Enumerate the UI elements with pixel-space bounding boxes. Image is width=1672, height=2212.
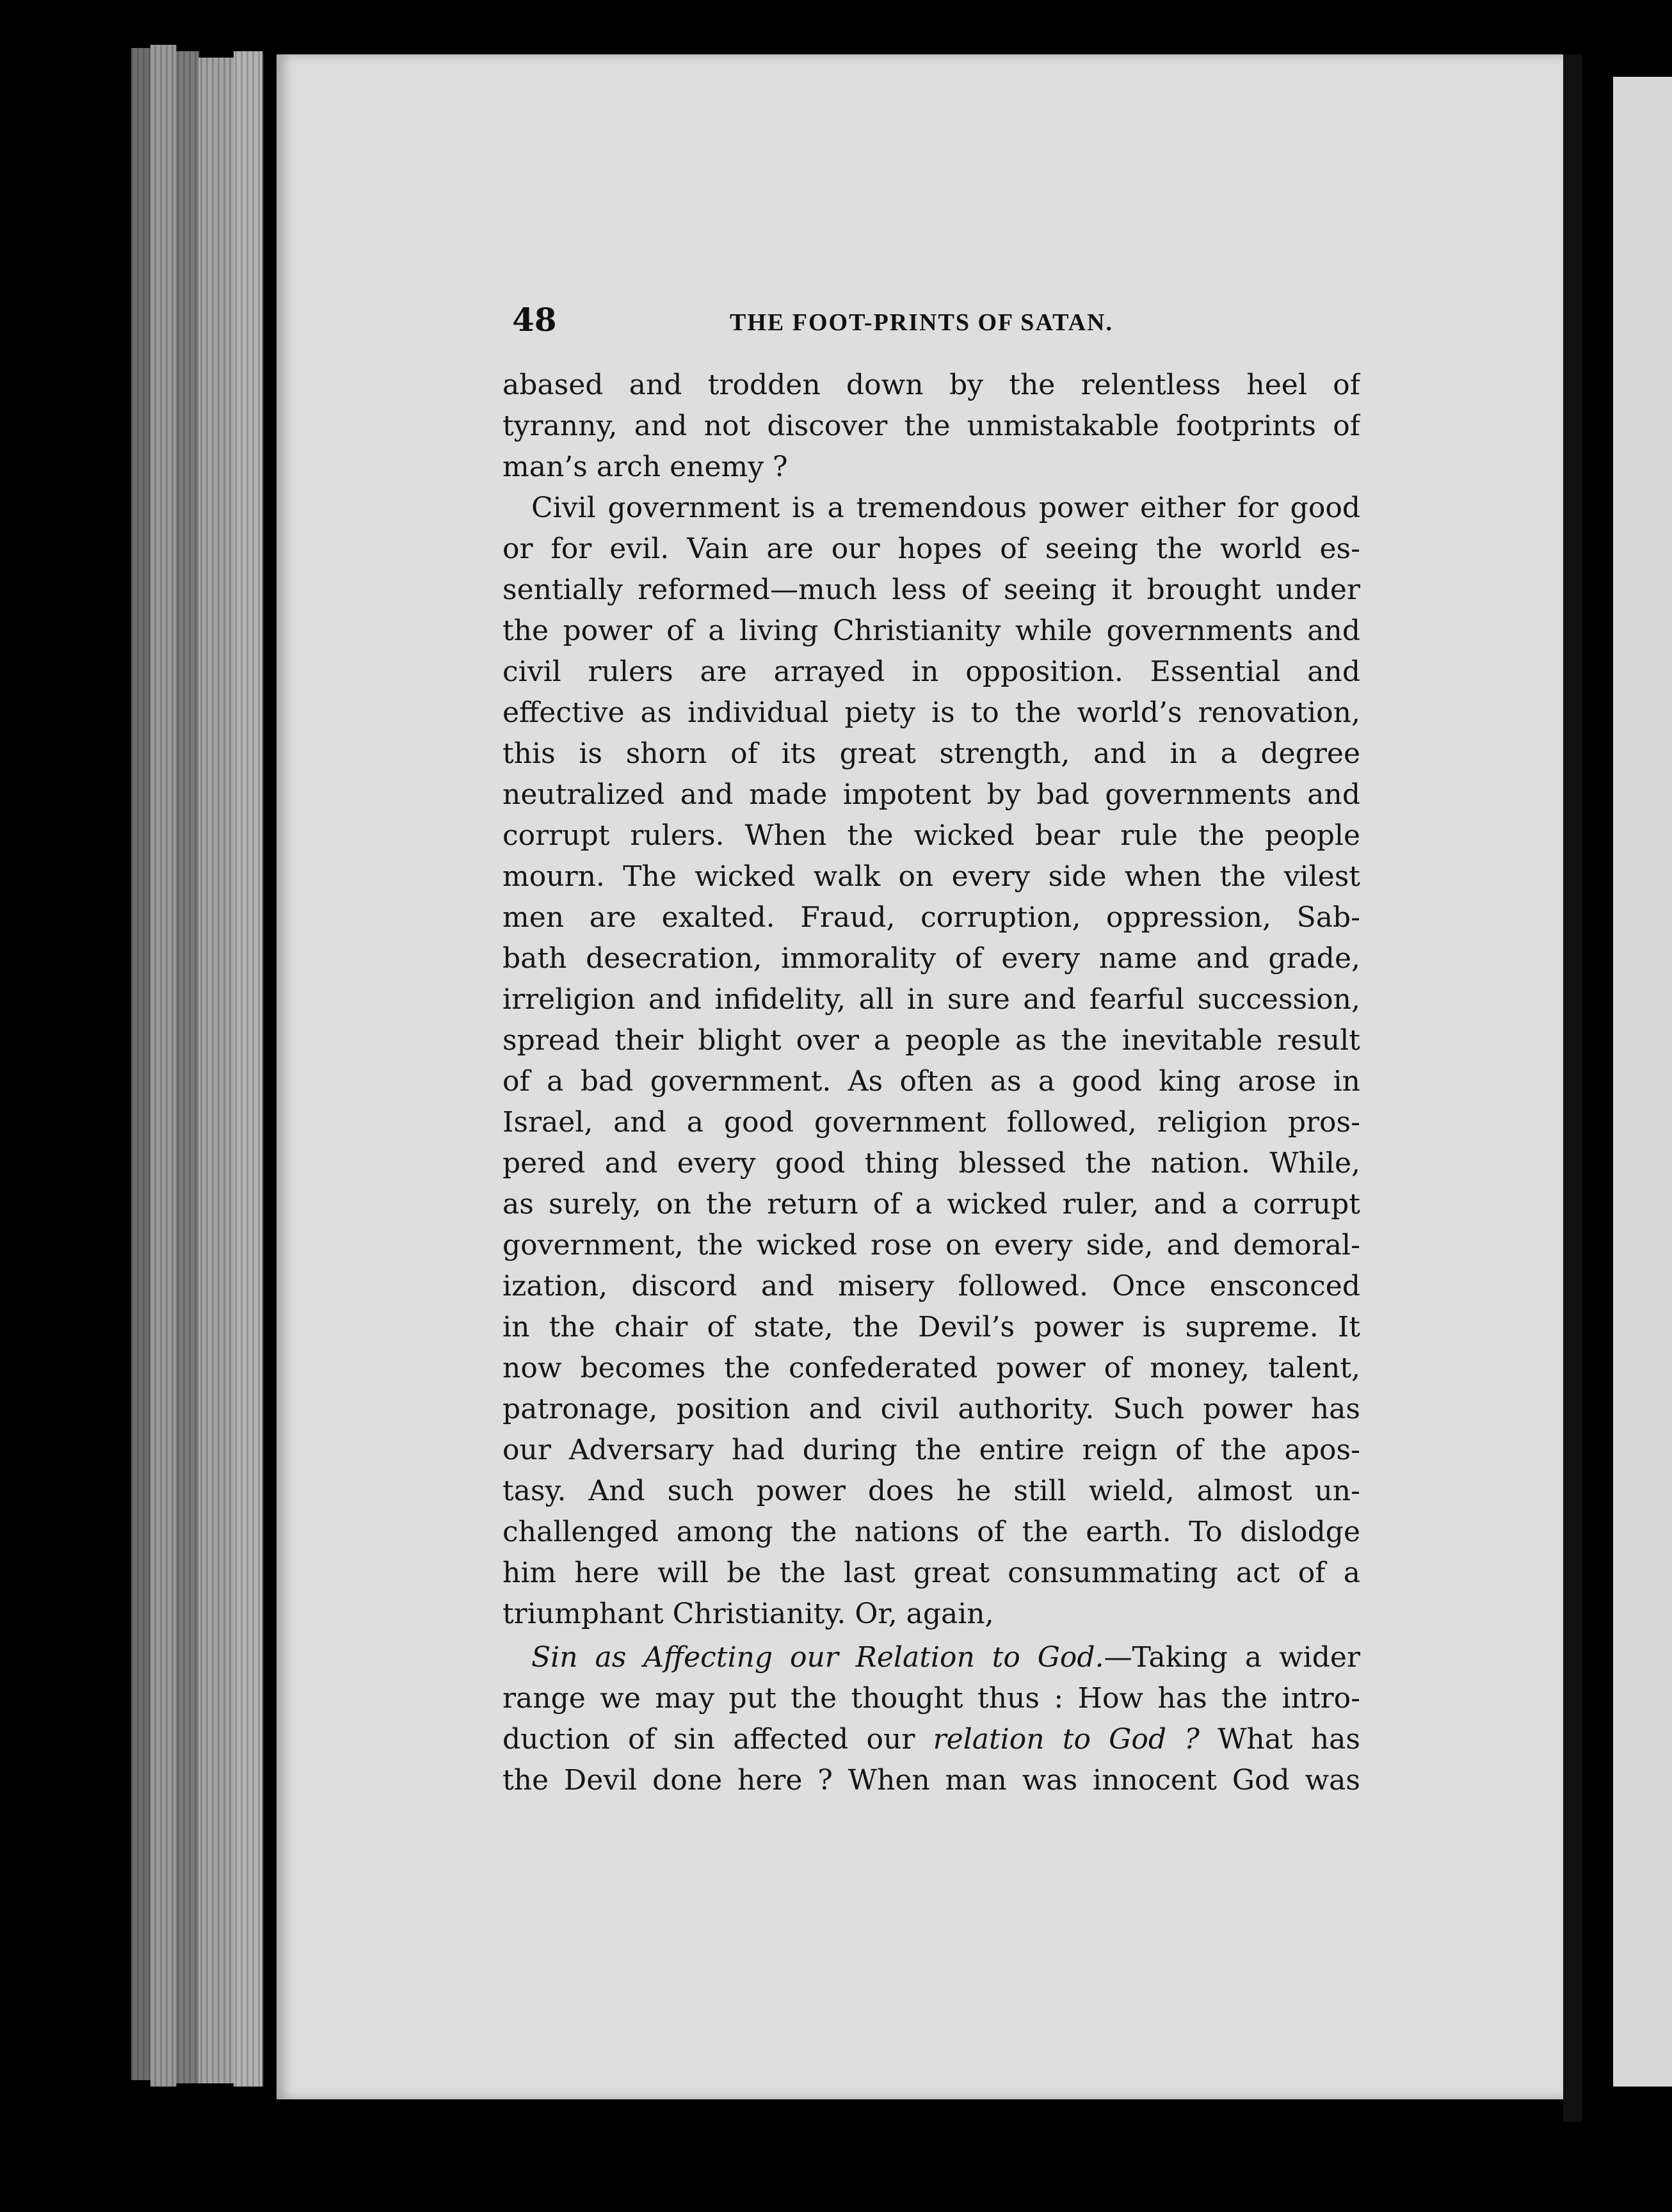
running-head xyxy=(512,301,1485,346)
text-line: the Devil done here ? When man was innocent God was xyxy=(502,1764,1360,1797)
text-line: men are exalted. Fraud, corruption, oppression, Sab- xyxy=(502,901,1360,934)
text-line: of a bad government. As often as a good king arose in xyxy=(502,1065,1360,1098)
text-line: or for evil. Vain are our hopes of seeing the world es- xyxy=(502,533,1360,565)
text-line: Israel, and a good government followed, religion pros- xyxy=(502,1106,1360,1139)
text-line: abased and trodden down by the relentless heel of xyxy=(502,369,1360,401)
text-line: Civil government is a tremendous power either for good xyxy=(531,492,1360,524)
text-line: civil rulers are arrayed in opposition. Essential and xyxy=(502,655,1360,688)
section-heading: Sin as Affecting our Relation to God. xyxy=(531,1641,1104,1674)
text-line: mourn. The wicked walk on every side when the vilest xyxy=(502,860,1360,893)
text-line: tyranny, and not discover the unmistakable footprints of xyxy=(502,410,1360,442)
running-title: THE FOOT-PRINTS OF SATAN. xyxy=(730,309,1113,336)
text-line: bath desecration, immorality of every name and grade, xyxy=(502,942,1360,975)
section-heading-line xyxy=(502,1637,1360,1678)
facing-page-edge xyxy=(1613,77,1672,2087)
text-line: him here will be the last great consummating act of a xyxy=(502,1557,1360,1589)
text-line: patronage, position and civil authority. Such power has xyxy=(502,1393,1360,1425)
text-line: pered and every good thing blessed the nation. While, xyxy=(502,1147,1360,1180)
text-line: sentially reformed—much less of seeing it brought under xyxy=(502,573,1360,606)
text-segment: What has xyxy=(1199,1723,1360,1756)
text-line: spread their blight over a people as the inevitable result xyxy=(502,1024,1360,1057)
text-line: as surely, on the return of a wicked ruler, and a corrupt xyxy=(502,1188,1360,1221)
text-line: man’s arch enemy ? xyxy=(502,451,788,483)
text-line: range we may put the thought thus : How has the intro- xyxy=(502,1682,1360,1715)
text-line: corrupt rulers. When the wicked bear rule the people xyxy=(502,819,1360,852)
body-text xyxy=(502,365,1360,1801)
text-line: ization, discord and misery followed. Once ensconced xyxy=(502,1270,1360,1302)
text-line: in the chair of state, the Devil’s power is supreme. It xyxy=(502,1311,1360,1343)
text-line: our Adversary had during the entire reign of the apos- xyxy=(502,1434,1360,1466)
text-line: now becomes the confederated power of money, talent, xyxy=(502,1352,1360,1384)
book-gutter xyxy=(1563,54,1582,2122)
page-edges-texture xyxy=(131,45,285,2087)
text-line: neutralized and made impotent by bad governments and xyxy=(502,778,1360,811)
text-line: government, the wicked rose on every side, and demoral- xyxy=(502,1229,1360,1262)
text-line-with-italic xyxy=(502,1719,1360,1760)
text-line: challenged among the nations of the earth. To dislodge xyxy=(502,1516,1360,1548)
text-line: triumphant Christianity. Or, again, xyxy=(502,1598,994,1630)
italic-phrase: relation to God ? xyxy=(933,1723,1200,1756)
text-line: effective as individual piety is to the world’s renovation, xyxy=(502,696,1360,729)
text-line: tasy. And such power does he still wield, almost un- xyxy=(502,1475,1360,1507)
text-line: irreligion and infidelity, all in sure and fearful succession, xyxy=(502,983,1360,1016)
page-number: 48 xyxy=(512,301,557,339)
text-segment: duction of sin affected our xyxy=(502,1723,933,1756)
text-line: this is shorn of its great strength, and in a degree xyxy=(502,737,1360,770)
section-heading-continuation: —Taking a wider xyxy=(1104,1641,1360,1674)
text-line: the power of a living Christianity while governments and xyxy=(502,614,1360,647)
